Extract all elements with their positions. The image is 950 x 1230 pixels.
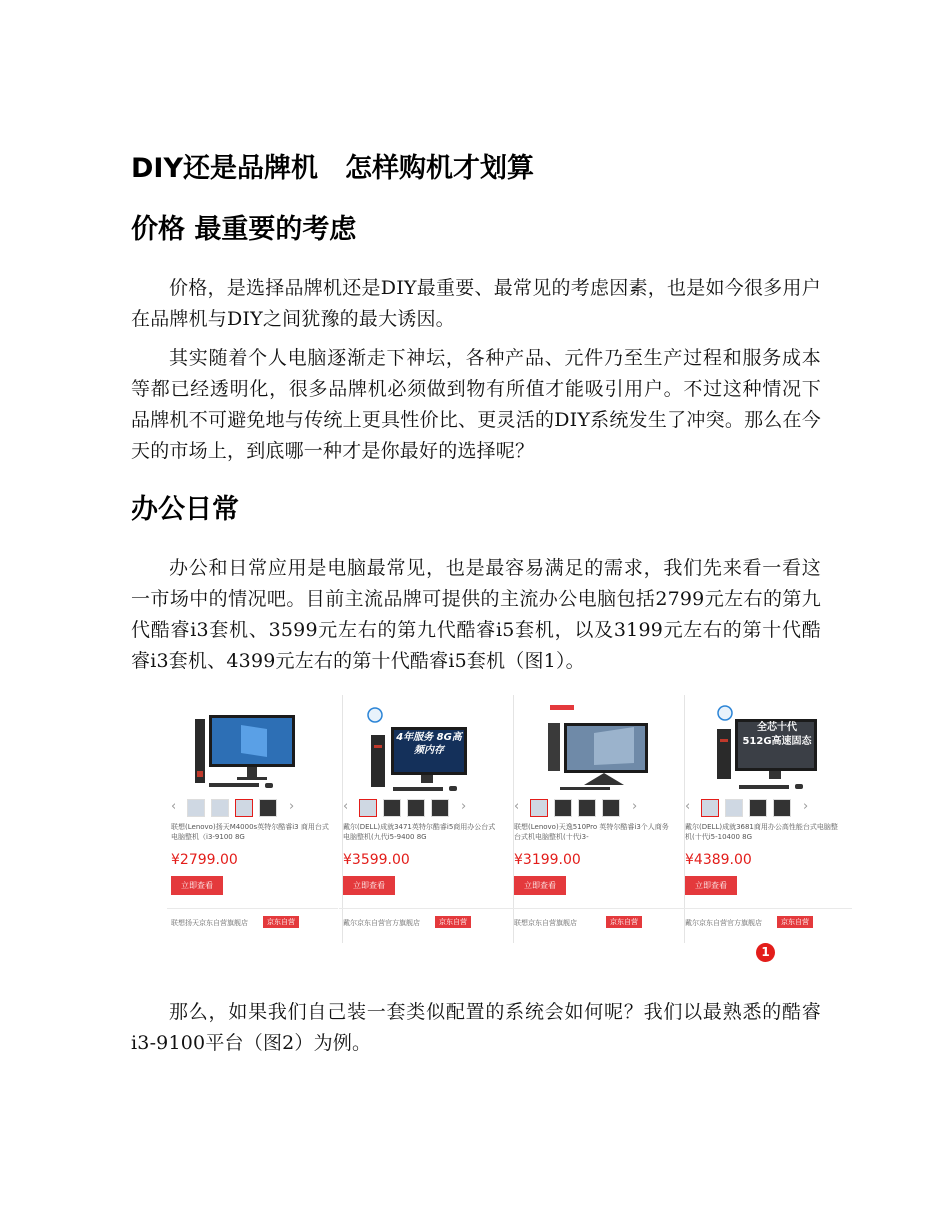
product-price: ¥2799.00 <box>171 852 238 868</box>
product-card[interactable] <box>171 695 338 943</box>
section-heading-price: 价格 最重要的考虑 <box>131 214 357 245</box>
product-description[interactable]: 戴尔(DELL)成就3681商用办公高性能台式电脑整机(十代i5-10400 8G <box>685 823 838 841</box>
thumbnail[interactable] <box>725 799 743 817</box>
thumbnail[interactable] <box>773 799 791 817</box>
thumbnail[interactable] <box>187 799 205 817</box>
product-price: ¥3599.00 <box>343 852 410 868</box>
thumbnail[interactable] <box>235 799 253 817</box>
self-operated-badge: 京东自营 <box>606 916 642 928</box>
thumbnail-strip <box>171 797 331 819</box>
store-name[interactable]: 联想京东自营旗舰店 <box>514 919 577 927</box>
article <box>131 150 838 1067</box>
view-now-button[interactable]: 立即查看 <box>685 876 737 895</box>
view-now-button[interactable]: 立即查看 <box>343 876 395 895</box>
chevron-left-icon[interactable]: ‹ <box>514 799 520 814</box>
desktop-computer-image <box>695 705 825 793</box>
thumbnail-strip <box>514 797 674 819</box>
thumbnail[interactable] <box>259 799 277 817</box>
chevron-right-icon[interactable]: › <box>803 799 809 814</box>
product-description[interactable]: 联想(Lenovo)天逸510Pro 英特尔酷睿i3个人商务台式机电脑整机(十代i3- <box>514 823 669 841</box>
chevron-left-icon[interactable]: ‹ <box>171 799 177 814</box>
promo-banner: 4年服务 8G高频内存 <box>396 732 462 756</box>
paragraph: 其实随着个人电脑逐渐走下神坛，各种产品、元件乃至生产过程和服务成本等都已经透明化，很多品牌机必须做到物有所值才能吸引用户。不过这种情况下品牌机不可避免地与传统上更具性价比、更灵活的DIY系统发生了冲突。那么在今天的市场上，到底哪一种才是你最好的选择呢？ <box>131 347 821 462</box>
product-description[interactable]: 戴尔(DELL)成就3471英特尔酷睿i5商用办公台式电脑整机(九代i5-9400 8G <box>343 823 496 841</box>
chevron-right-icon[interactable]: › <box>289 799 295 814</box>
chevron-left-icon[interactable]: ‹ <box>685 799 691 814</box>
store-name[interactable]: 戴尔京东自营官方旗舰店 <box>343 919 420 927</box>
view-now-button[interactable]: 立即查看 <box>514 876 566 895</box>
chevron-right-icon[interactable]: › <box>632 799 638 814</box>
store-name[interactable]: 联想扬天京东自营旗舰店 <box>171 919 248 927</box>
section-heading-office: 办公日常 <box>131 494 239 525</box>
figure-number-marker: 1 <box>756 943 775 962</box>
paragraph: 办公和日常应用是电脑最常见，也是最容易满足的需求，我们先来看一看这一市场中的情况吧。目前主流品牌可提供的主流办公电脑包括2799元左右的第九代酷睿i3套机、3599元左右的第九代酷睿i5套机，以及3199元左右的第十代酷睿i3套机、4399元左右的第十代酷睿i5套机（图1）。 <box>131 557 821 672</box>
product-card[interactable] <box>342 695 510 943</box>
desktop-computer-image <box>181 705 311 793</box>
product-card[interactable] <box>513 695 681 943</box>
product-description[interactable]: 联想(Lenovo)扬天M4000s英特尔酷睿i3 商用台式电脑整机（i3-9100 8G <box>171 823 329 841</box>
thumbnail[interactable] <box>359 799 377 817</box>
thumbnail[interactable] <box>211 799 229 817</box>
promo-banner: 全芯十代 512G高速固态 <box>742 722 812 747</box>
thumbnail[interactable] <box>578 799 596 817</box>
thumbnail[interactable] <box>554 799 572 817</box>
self-operated-badge: 京东自营 <box>263 916 299 928</box>
thumbnail[interactable] <box>407 799 425 817</box>
divider <box>339 908 510 909</box>
product-card[interactable] <box>684 695 852 943</box>
divider <box>167 908 338 909</box>
thumbnail-strip <box>343 797 503 819</box>
divider <box>510 908 681 909</box>
thumbnail[interactable] <box>701 799 719 817</box>
store-name[interactable]: 戴尔京东自营官方旗舰店 <box>685 919 762 927</box>
thumbnail[interactable] <box>602 799 620 817</box>
product-figure <box>171 695 841 967</box>
article-title: DIY还是品牌机 怎样购机才划算 <box>131 153 535 184</box>
self-operated-badge: 京东自营 <box>777 916 813 928</box>
divider <box>681 908 852 909</box>
thumbnail[interactable] <box>383 799 401 817</box>
desktop-computer-image <box>524 705 654 793</box>
thumbnail[interactable] <box>749 799 767 817</box>
thumbnail[interactable] <box>431 799 449 817</box>
paragraph: 那么，如果我们自己装一套类似配置的系统会如何呢？我们以最熟悉的酷睿i3-9100平台（图2）为例。 <box>131 1001 821 1054</box>
thumbnail-strip <box>685 797 845 819</box>
view-now-button[interactable]: 立即查看 <box>171 876 223 895</box>
chevron-left-icon[interactable]: ‹ <box>343 799 349 814</box>
self-operated-badge: 京东自营 <box>435 916 471 928</box>
thumbnail[interactable] <box>530 799 548 817</box>
paragraph: 价格，是选择品牌机还是DIY最重要、最常见的考虑因素，也是如今很多用户在品牌机与DIY之间犹豫的最大诱因。 <box>131 277 821 330</box>
product-price: ¥4389.00 <box>685 852 752 868</box>
chevron-right-icon[interactable]: › <box>461 799 467 814</box>
product-price: ¥3199.00 <box>514 852 581 868</box>
